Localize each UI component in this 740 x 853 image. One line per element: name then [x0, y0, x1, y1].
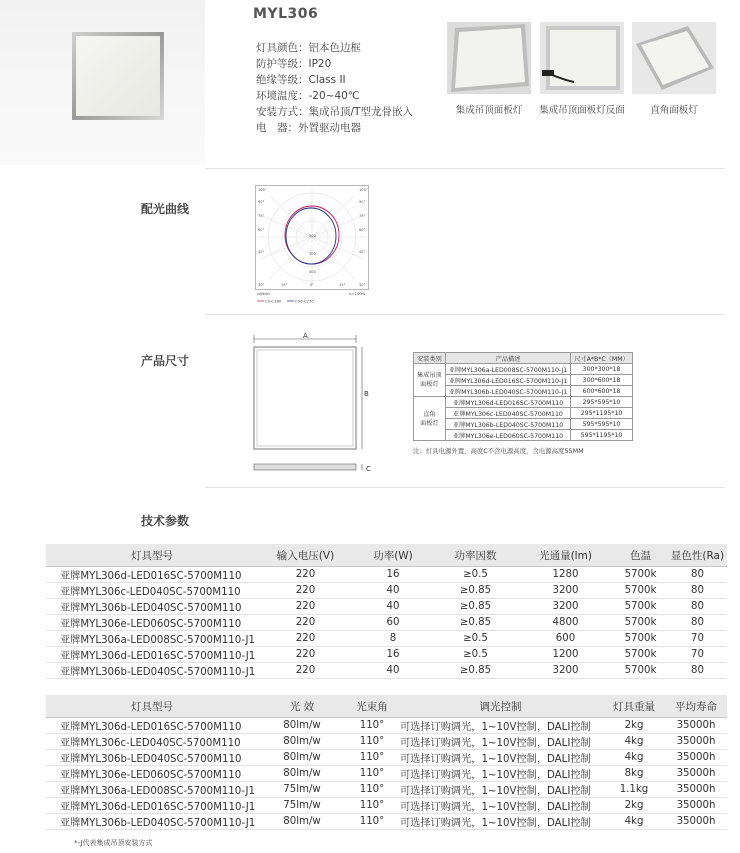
size-dim: 300*600*18 [571, 375, 632, 386]
table-cell: 75lm/w [258, 782, 346, 798]
table-cell: 80 [668, 583, 727, 599]
table-cell: 5700k [613, 631, 668, 647]
angle-label: 30° [359, 283, 366, 287]
table-cell: 35000h [665, 798, 727, 814]
table-cell: 16 [353, 567, 433, 583]
size-dim: 595*595*10 [571, 419, 632, 430]
angle-label: 90° [359, 200, 366, 204]
table-cell: 可选择订购调光，1~10V控制，DALI控制 [398, 798, 603, 814]
table-row [46, 599, 727, 615]
table-cell: 35000h [665, 750, 727, 766]
section-title-light-curve: 配光曲线 [141, 202, 190, 216]
table-row [46, 647, 727, 663]
thumb-caption-right-angle-panel: 直角面板灯 [650, 105, 698, 116]
angle-label: 45° [258, 250, 265, 254]
spec-temperature: 环境温度：-20~40℃ [256, 90, 360, 102]
angle-label: 75° [258, 214, 265, 218]
table-cell: 亚牌MYL306b-LED040SC-5700M110-J1 [46, 663, 258, 679]
legend-c90: C90-C270 [295, 298, 314, 304]
tech1-header: 显色性(Ra) [668, 544, 727, 567]
table-row [414, 408, 633, 419]
table-cell: 70 [668, 647, 727, 663]
angle-label: 0° [310, 283, 315, 287]
table-cell: 1280 [518, 567, 613, 583]
table-cell: 4kg [603, 814, 665, 830]
size-desc: 亚牌MYL306b-LED040SC-5700M110 [445, 419, 571, 430]
tech1-header: 输入电压(V) [258, 544, 353, 567]
product-model: MYL306 [253, 6, 319, 22]
table-row [414, 397, 633, 408]
table-cell: 亚牌MYL306a-LED008SC-5700M110-J1 [46, 631, 258, 647]
table-cell: 220 [258, 567, 353, 583]
table-cell: 亚牌MYL306c-LED040SC-5700M110 [46, 734, 258, 750]
table-cell: 亚牌MYL306b-LED040SC-5700M110 [46, 750, 258, 766]
size-category: 直角 面板灯 [414, 397, 446, 441]
table-cell: 4kg [603, 734, 665, 750]
table-cell: 80lm/w [258, 814, 346, 830]
table-cell: 亚牌MYL306c-LED040SC-5700M110 [46, 583, 258, 599]
table-cell: 2kg [603, 718, 665, 734]
table-cell: 80 [668, 599, 727, 615]
table-cell: 80 [668, 567, 727, 583]
size-table-wrapper [413, 352, 633, 441]
table-cell: 110° [346, 718, 398, 734]
table-cell: 80lm/w [258, 750, 346, 766]
table-cell: 亚牌MYL306a-LED008SC-5700M110-J1 [46, 782, 258, 798]
table-cell: ≥0.85 [433, 615, 518, 631]
tech-table-2-wrapper [46, 695, 727, 830]
table-cell: 亚牌MYL306b-LED040SC-5700M110-J1 [46, 814, 258, 830]
spec-color: 灯具颜色：铝本色边框 [256, 42, 361, 54]
table-row [46, 567, 727, 583]
tech1-header: 灯具型号 [46, 544, 258, 567]
table-cell: ≥0.85 [433, 599, 518, 615]
table-cell: 5700k [613, 583, 668, 599]
radial-label: 400 [309, 270, 316, 274]
table-cell: 4800 [518, 615, 613, 631]
table-row [46, 734, 727, 750]
table-cell: 40 [353, 663, 433, 679]
size-dim: 300*300*18 [571, 364, 632, 375]
table-cell: 80 [668, 615, 727, 631]
table-cell: 5700k [613, 599, 668, 615]
table-cell: ≥0.5 [433, 567, 518, 583]
size-desc: 亚牌MYL306e-LED060SC-5700M110 [445, 430, 571, 441]
spec-electrical: 电 器：外置驱动电器 [256, 122, 361, 134]
dimension-drawing [249, 330, 389, 475]
table-cell: 220 [258, 599, 353, 615]
table-cell: 5700k [613, 615, 668, 631]
table-cell: 可选择订购调光，1~10V控制，DALI控制 [398, 734, 603, 750]
table-cell: 220 [258, 615, 353, 631]
table-cell: 16 [353, 647, 433, 663]
spec-installation: 安装方式：集成吊顶/T型龙骨嵌入 [256, 106, 413, 118]
table-row [46, 615, 727, 631]
radial-label: 200 [309, 234, 316, 238]
table-cell: ≥0.85 [433, 663, 518, 679]
size-table-note: 注：灯具电源外置，高度C不含电源高度，含电源高度55MM [413, 447, 584, 455]
hero-panel-image [72, 32, 164, 120]
tech2-header: 光 效 [258, 695, 346, 718]
table-row [46, 766, 727, 782]
dimension-b-label: B [364, 390, 369, 398]
dimension-c-label: C [366, 465, 371, 473]
table-row [414, 364, 633, 375]
thumb-caption-ceiling-panel-back: 集成吊顶面板灯反面 [539, 105, 625, 116]
table-cell: 可选择订购调光，1~10V控制，DALI控制 [398, 814, 603, 830]
table-cell: 4kg [603, 750, 665, 766]
table-cell: 80lm/w [258, 734, 346, 750]
size-desc: 亚牌MYL306d-LED016SC-5700M110 [445, 397, 571, 408]
thumb-ceiling-panel [447, 22, 531, 94]
tech-table-1 [46, 544, 727, 679]
table-cell: 亚牌MYL306e-LED060SC-5700M110 [46, 615, 258, 631]
thumb-ceiling-panel-back [540, 22, 624, 94]
size-desc: 亚牌MYL306b-LED040SC-5700M110-J1 [445, 386, 571, 397]
table-cell: ≥0.85 [433, 583, 518, 599]
size-desc: 亚牌MYL306c-LED040SC-5700M110 [445, 408, 571, 419]
size-dim: 600*600*18 [571, 386, 632, 397]
table-cell: 8kg [603, 766, 665, 782]
table-cell: 110° [346, 766, 398, 782]
angle-label: 105° [258, 188, 267, 192]
tech1-header: 功率因数 [433, 544, 518, 567]
table-row [46, 798, 727, 814]
table-cell: 1.1kg [603, 782, 665, 798]
tech2-header: 调光控制 [398, 695, 603, 718]
polar-light-chart [255, 185, 369, 305]
efficiency-label: η=100% [349, 291, 366, 296]
table-cell: 35000h [665, 734, 727, 750]
table-cell: 35000h [665, 782, 727, 798]
table-row [46, 631, 727, 647]
table-row [46, 814, 727, 830]
tech-table-1-body [46, 567, 727, 679]
table-cell: 亚牌MYL306e-LED060SC-5700M110 [46, 766, 258, 782]
legend-c0: C0-C180 [265, 298, 282, 304]
table-cell: 75lm/w [258, 798, 346, 814]
table-cell: ≥0.5 [433, 647, 518, 663]
table-cell: 110° [346, 734, 398, 750]
table-row [414, 430, 633, 441]
spec-ip-rating: 防护等级：IP20 [256, 58, 332, 70]
size-dim: 295*595*10 [571, 397, 632, 408]
angle-label: 15° [339, 283, 346, 287]
divider [205, 314, 725, 315]
divider [205, 168, 725, 169]
table-row [46, 782, 727, 798]
size-header: 尺寸A*B*C（MM） [571, 353, 632, 364]
angle-label: 75° [359, 214, 366, 218]
table-cell: 2kg [603, 798, 665, 814]
table-cell: 可选择订购调光，1~10V控制，DALI控制 [398, 782, 603, 798]
section-title-tech-params: 技术参数 [141, 514, 190, 528]
unit-label: cd/klm [257, 291, 270, 296]
table-cell: 40 [353, 583, 433, 599]
table-row [46, 663, 727, 679]
size-category: 集成吊顶 面板灯 [414, 364, 446, 397]
table-cell: 220 [258, 647, 353, 663]
table-cell: 80lm/w [258, 718, 346, 734]
table-cell: 可选择订购调光，1~10V控制，DALI控制 [398, 766, 603, 782]
angle-label: 15° [281, 283, 288, 287]
thumb-right-angle-panel [632, 22, 716, 94]
tech2-header: 灯具重量 [603, 695, 665, 718]
tech2-header: 光束角 [346, 695, 398, 718]
table-cell: 110° [346, 750, 398, 766]
table-cell: 亚牌MYL306d-LED016SC-5700M110 [46, 567, 258, 583]
table-cell: 亚牌MYL306d-LED016SC-5700M110-J1 [46, 647, 258, 663]
table-cell: 220 [258, 663, 353, 679]
table-cell: 110° [346, 782, 398, 798]
table-cell: 5700k [613, 567, 668, 583]
tech1-header: 功率(W) [353, 544, 433, 567]
table-cell: 220 [258, 583, 353, 599]
size-desc: 亚牌MYL306a-LED008SC-5700M110-J1 [445, 364, 571, 375]
angle-label: 60° [359, 228, 366, 232]
table-cell: 可选择订购调光，1~10V控制，DALI控制 [398, 750, 603, 766]
table-cell: ≥0.5 [433, 631, 518, 647]
angle-label: 45° [359, 250, 366, 254]
table-cell: 35000h [665, 814, 727, 830]
table-cell: 3200 [518, 583, 613, 599]
dimension-a-label: A [303, 332, 308, 340]
table-cell: 亚牌MYL306d-LED016SC-5700M110 [46, 718, 258, 734]
table-cell: 220 [258, 631, 353, 647]
table-row [46, 718, 727, 734]
table-cell: 可选择订购调光，1~10V控制，DALI控制 [398, 718, 603, 734]
tech-table-2-body [46, 718, 727, 830]
size-table [413, 352, 633, 441]
tech1-header: 色温 [613, 544, 668, 567]
table-row [414, 375, 633, 386]
table-row [414, 419, 633, 430]
table-cell: 8 [353, 631, 433, 647]
table-row [46, 750, 727, 766]
table-cell: 5700k [613, 663, 668, 679]
size-desc: 亚牌MYL306d-LED016SC-5700M110-J1 [445, 375, 571, 386]
angle-label: 90° [258, 200, 265, 204]
table-cell: 3200 [518, 599, 613, 615]
tech-table-2 [46, 695, 727, 830]
table-cell: 35000h [665, 766, 727, 782]
angle-label: 30° [258, 283, 265, 287]
spec-insulation: 绝缘等级：Class II [256, 74, 346, 86]
divider [205, 487, 725, 488]
table-cell: 110° [346, 798, 398, 814]
thumb-caption-ceiling-panel: 集成吊顶面板灯 [455, 105, 523, 116]
table-cell: 5700k [613, 647, 668, 663]
table-cell: 80 [668, 663, 727, 679]
size-header: 产品描述 [445, 353, 571, 364]
tech2-header: 灯具型号 [46, 695, 258, 718]
table-cell: 1200 [518, 647, 613, 663]
table-cell: 600 [518, 631, 613, 647]
installation-note: *-J代表集成吊顶安装方式 [74, 839, 153, 847]
angle-label: 105° [359, 188, 368, 192]
size-dim: 295*1195*10 [571, 408, 632, 419]
table-cell: 110° [346, 814, 398, 830]
table-cell: 亚牌MYL306d-LED016SC-5700M110-J1 [46, 798, 258, 814]
table-cell: 40 [353, 599, 433, 615]
size-header: 安装类别 [414, 353, 446, 364]
radial-label: 300 [309, 252, 316, 256]
table-cell: 35000h [665, 718, 727, 734]
size-dim: 595*1195*10 [571, 430, 632, 441]
tech-table-1-wrapper [46, 544, 727, 679]
table-cell: 3200 [518, 663, 613, 679]
table-cell: 80lm/w [258, 766, 346, 782]
angle-label: 60° [258, 228, 265, 232]
table-row [46, 583, 727, 599]
table-cell: 亚牌MYL306b-LED040SC-5700M110 [46, 599, 258, 615]
tech2-header: 平均寿命 [665, 695, 727, 718]
section-title-product-size: 产品尺寸 [141, 354, 190, 368]
tech1-header: 光通量(lm) [518, 544, 613, 567]
table-cell: 60 [353, 615, 433, 631]
table-cell: 70 [668, 631, 727, 647]
table-row [414, 386, 633, 397]
